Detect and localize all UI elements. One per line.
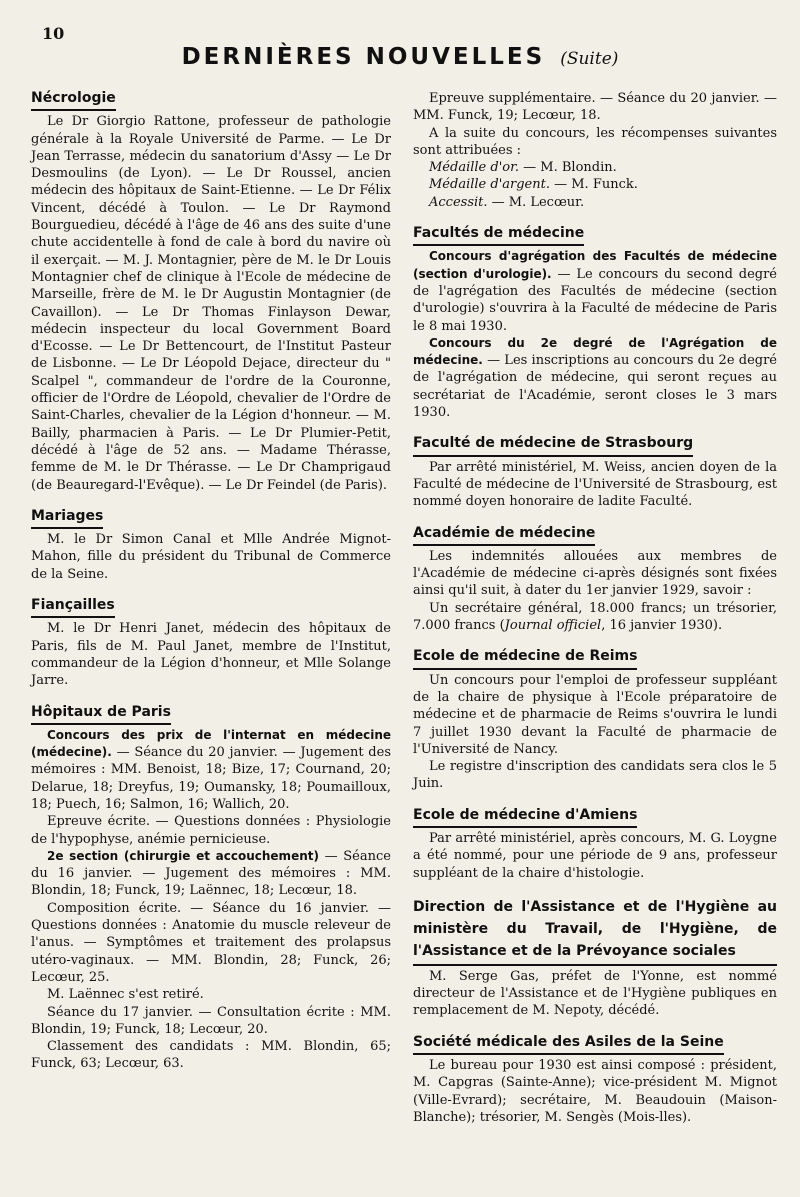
paragraph-text: — Les inscriptions au concours du 2e degré de l'agrégation de médecine, qui seront reçues au secrétariat de l'Académie, seront closes le 3 mars 1930. <box>413 353 777 421</box>
paragraph: M. Serge Gas, préfet de l'Yonne, est nommé directeur de l'Assistance et de l'Hygiène publiques en remplacement de M. Nepoty, décédé. <box>413 968 777 1019</box>
section-asiles <box>413 1034 777 1126</box>
section-academie <box>413 525 777 635</box>
paragraph-text: — Le concours du second degré de l'agrégation des Facultés de médecine (section d'urologie) s'ouvrira à la Faculté de médecine de Paris le 8 mai 1930. <box>413 266 777 334</box>
paragraph <box>413 335 777 421</box>
paragraph-text: Un secrétaire général, 18.000 francs; un trésorier, 7.000 francs ( <box>413 600 777 634</box>
subheading: Concours d'agrégation des Facultés de médecine (section d'urologie). <box>413 249 777 281</box>
section-title: Fiançailles <box>31 597 115 618</box>
section-title: Ecole de médecine de Reims <box>413 648 637 669</box>
left-column <box>31 90 391 1167</box>
award-line <box>429 194 777 211</box>
section-hopitaux <box>31 704 391 1073</box>
award-value: — M. Blondin. <box>519 160 617 176</box>
award-line <box>429 159 777 176</box>
award-label: Médaille d'argent. <box>429 177 550 193</box>
section-title: Facultés de médecine <box>413 225 584 246</box>
paragraph: M. Laënnec s'est retiré. <box>47 987 204 1003</box>
subheading: Concours des prix de l'internat en médecine (médecine). <box>31 727 391 760</box>
paragraph: A la suite du concours, les récompenses suivantes sont attribuées : <box>413 125 777 158</box>
paragraph: Par arrêté ministériel, M. Weiss, ancien doyen de la Faculté de médecine de l'Université de Strasbourg, est nommé doyen honoraire de ladite Faculté. <box>413 459 777 510</box>
paragraph-text: , 16 janvier 1930). <box>601 618 723 634</box>
paragraph <box>31 727 391 813</box>
paragraph-text: — Séance du 16 janvier. — Jugement des mémoires : MM. Blondin, 18; Funck, 19; Laënnec, 18; Lecœur, 18. <box>31 848 391 899</box>
paragraph: Les indemnités allouées aux membres de l'Académie de médecine ci-après désignés sont fixées ainsi qu'il suit, à dater du 1er janvier 1929, savoir : <box>413 548 777 599</box>
award-value: — M. Funck. <box>549 177 638 193</box>
award-label: Accessit. <box>429 194 488 210</box>
section-facultes <box>413 225 777 421</box>
paragraph-text: — Séance du 20 janvier. — Jugement des mémoires : MM. Benoist, 18; Bize, 17; Cournand, 20; Delarue, 18; Dreyfus, 19; Oumansky, 18; Poumailloux, 18; Puech, 16; Salmon, 16; Wallich, 20. <box>31 745 391 812</box>
section-title: Mariages <box>31 508 103 529</box>
right-column <box>413 90 777 1167</box>
paragraph <box>413 248 777 334</box>
page-header <box>0 44 800 70</box>
section-reims <box>413 648 777 792</box>
section-title: Académie de médecine <box>413 525 595 546</box>
section-strasbourg <box>413 435 777 510</box>
section-title: Nécrologie <box>31 90 116 111</box>
paragraph <box>413 600 777 635</box>
paragraph: Le registre d'inscription des candidats sera clos le 5 Juin. <box>413 759 777 792</box>
section-amiens <box>413 807 777 882</box>
section-fiancailles <box>31 597 391 689</box>
paragraph: Un concours pour l'emploi de professeur suppléant de la chaire de physique à l'Ecole préparatoire de médecine et de pharmacie de Reims s'ouvrira le lundi 7 juillet 1930 devant la Faculté de pharmacie de l'Université de Nancy. <box>413 672 777 757</box>
section-direction <box>413 896 777 1020</box>
subheading: 2e section (chirurgie et accouchement) <box>47 848 319 863</box>
award-value: — M. Lecœur. <box>487 194 585 210</box>
paragraph <box>31 848 391 900</box>
section-title: Société médicale des Asiles de la Seine <box>413 1034 724 1055</box>
paragraph: Séance du 17 janvier. — Consultation écrite : MM. Blondin, 19; Funck, 18; Lecœur, 20. <box>31 1004 391 1037</box>
subheading: Concours du 2e degré de l'Agrégation de médecine. <box>413 335 777 368</box>
award-label: Médaille d'or. <box>429 160 520 176</box>
paragraph: Le Dr Giorgio Rattone, professeur de pathologie générale à la Royale Université de Parme. — Le Dr Jean Terrasse, médecin du sanatorium d'Assy — Le Dr Desmoulins (de Lyon). — Le Dr Roussel, ancien médecin des hôpitaux de Saint-Etienne. — Le Dr Félix Vincent, décédé à Toulon. — Le Dr Raymond Bourguedieu, décédé à l'âge de 46 ans des suite d'une chute accidentelle à fond de cale à bord du navire où il exerçait. — M. J. Montagnier, père de M. le Dr Louis Montagnier chef de clinique à l'Ecole de médecine de Marseille, frère de M. le Dr Augustin Montagnier (de Cavaillon). — Le Dr Thomas Finlayson Dewar, médecin inspecteur du local Government Board d'Ecosse. — Le Dr Bettencourt, de l'Institut Pasteur de Lisbonne. — Le Dr Léopold Dejace, directeur du " Scalpel ", commandeur de l'ordre de la Couronne, officier de l'Ordre de Léopold, chevalier de l'Ordre de Saint-Charles, chevalier de la Légion d'honneur. — M. Bailly, pharmacien à Paris. — Le Dr Plumier-Petit, décédé à l'âge de 52 ans. — Madame Thérasse, femme de M. le Dr Thérasse. — Le Dr Champrigaud (de Beauregard-l'Evêque). — Le Dr Feindel (de Paris). <box>31 114 391 493</box>
section-title: Faculté de médecine de Strasbourg <box>413 435 693 456</box>
paragraph: Le bureau pour 1930 est ainsi composé : président, M. Capgras (Sainte-Anne); vice-président M. Mignot (Ville-Evrard); secrétaire, M. Beaudouin (Maison-Blanche); trésorier, M. Sengès (Mois-lles). <box>413 1058 777 1125</box>
award-line <box>429 176 777 193</box>
section-necrologie <box>31 90 391 494</box>
section-suite <box>413 90 777 211</box>
journal-name: Journal officiel <box>504 618 602 634</box>
section-title: Direction de l'Assistance et de l'Hygiène au ministère du Travail, de l'Hygiène, de l'Assistance et de la Prévoyance sociales <box>413 896 777 966</box>
paragraph: M. le Dr Henri Janet, médecin des hôpitaux de Paris, fils de M. Paul Janet, membre de l'Institut, commandeur de la Légion d'honneur, et Mlle Solange Jarre. <box>31 621 391 689</box>
paragraph: Par arrêté ministériel, après concours, M. G. Loygne a été nommé, pour une période de 9 ans, professeur suppléant de la chaire d'histologie. <box>413 830 777 881</box>
paragraph: M. le Dr Simon Canal et Mlle Andrée Mignot-Mahon, fille du président du Tribunal de Commerce de la Seine. <box>31 532 391 582</box>
paragraph: Epreuve écrite. — Questions données : Physiologie de l'hypophyse, anémie pernicieuse. <box>31 814 391 847</box>
header-title: DERNIÈRES NOUVELLES <box>181 44 546 70</box>
page-number: 10 <box>42 24 65 43</box>
section-title: Ecole de médecine d'Amiens <box>413 807 637 828</box>
paragraph: Epreuve supplémentaire. — Séance du 20 janvier. — MM. Funck, 19; Lecœur, 18. <box>413 91 777 124</box>
section-mariages <box>31 508 391 583</box>
section-title: Hôpitaux de Paris <box>31 704 171 725</box>
paragraph: Classement des candidats : MM. Blondin, 65; Funck, 63; Lecœur, 63. <box>31 1039 391 1072</box>
header-suite: (Suite) <box>560 49 619 69</box>
paragraph: Composition écrite. — Séance du 16 janvier. — Questions données : Anatomie du muscle releveur de l'anus. — Symptômes et traitement des prolapsus utéro-vaginaux. — MM. Blondin, 28; Funck, 26; Lecœur, 25. <box>31 900 391 985</box>
